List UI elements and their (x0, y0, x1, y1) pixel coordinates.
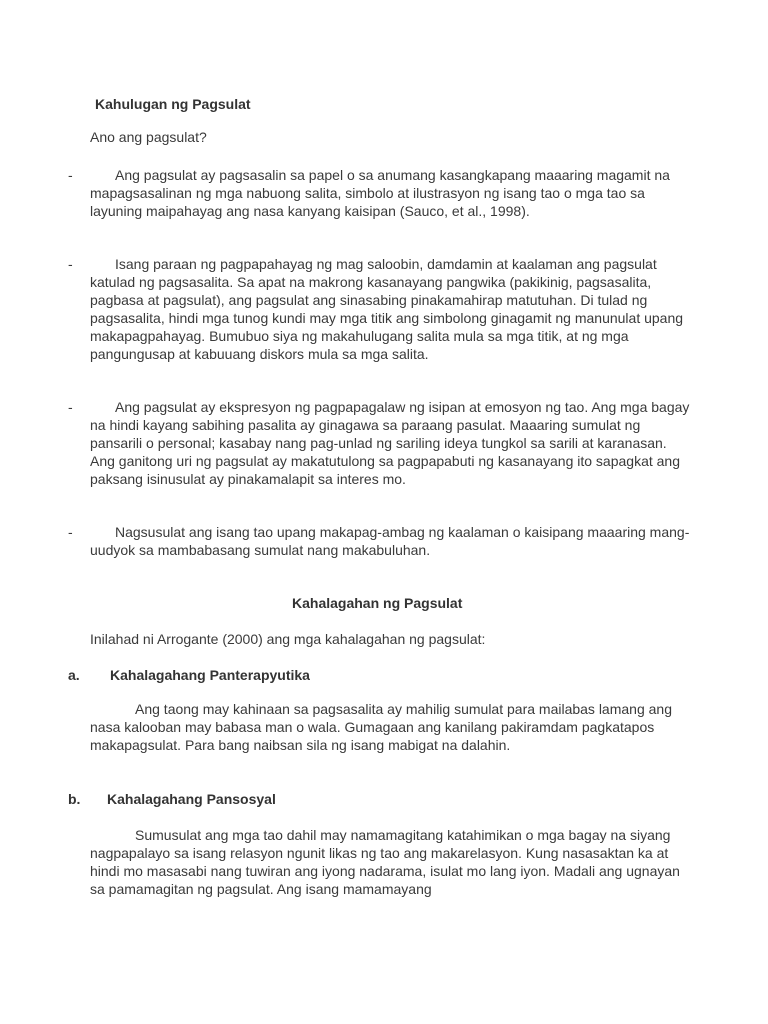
section-letter: b. (68, 791, 81, 807)
question-text: Ano ang pagsulat? (90, 129, 207, 145)
section-paragraph: Sumusulat ang mga tao dahil may namamagitang katahimikan o mga bagay na siyang nagpapalayo sa isang relasyon ngunit likas ng tao ang makarelasyon. Kung nasasaktan ka at hindi mo masasabi nang tuwiran ang iyong nadarama, isulat mo lang iyon. Madali ang ugnayan sa pamamagitan ng pagsulat. Ang isang mamamayang (90, 827, 680, 897)
section-heading: Kahalagahang Pansosyal (107, 791, 276, 807)
bullet-marker: - (68, 256, 73, 272)
bullet-paragraph: Isang paraan ng pagpapahayag ng mag saloobin, damdamin at kaalaman ang pagsulat katulad ng pagsasalita. Sa apat na makrong kasanayang pangwika (pakikinig, pagsasalita, pagbasa at pagsulat), ang pagsulat ang sinasabing pinakamahirap matutuhan. Di tulad ng pagsasalita, hindi mga tunog kundi may mga titik ang simbolong ginagamit ng manunulat upang makapagpahayag. Bumubuo siya ng makahulugang salita mula sa mga titik, at ng mga pangungusap at kabuuang diskors mula sa mga salita. (90, 256, 684, 362)
bullet-paragraph: Ang pagsulat ay ekspresyon ng pagpapagalaw ng isipan at emosyon ng tao. Ang mga bagay na hindi kayang sabihing pasalita ay ginagawa sa paraang pasulat. Maaaring sumulat ng pansarili o personal; kasabay nang pag-unlad ng sariling ideya tungkol sa sarili at karanasan. Ang ganitong uri ng pagsulat ay makatutulong sa pagpapabuti ng kasanayang ito sapagkat ang paksang isinusulat ay pinakamalapit sa interes mo. (90, 399, 690, 487)
intro-text: Inilahad ni Arrogante (2000) ang mga kahalagahan ng pagsulat: (90, 631, 486, 647)
bullet-paragraph: Nagsusulat ang isang tao upang makapag-ambag ng kaalaman o kaisipang maaaring mang-uudyok sa mambabasang sumulat nang makabuluhan. (90, 524, 690, 558)
title-kahulugan: Kahulugan ng Pagsulat (95, 96, 251, 112)
section-heading: Kahalagahang Panterapyutika (110, 667, 310, 683)
bullet-marker: - (68, 524, 73, 540)
bullet-marker: - (68, 167, 73, 183)
title-kahalagahan: Kahalagahan ng Pagsulat (292, 595, 463, 611)
section-letter: a. (68, 667, 80, 683)
bullet-marker: - (68, 399, 73, 415)
section-paragraph: Ang taong may kahinaan sa pagsasalita ay mahilig sumulat para mailabas lamang ang nasa kalooban may babasa man o wala. Gumagaan ang kanilang pakiramdam pagkatapos makapagsulat. Para bang naibsan sila ng isang mabigat na dalahin. (90, 701, 672, 753)
bullet-paragraph: Ang pagsulat ay pagsasalin sa papel o sa anumang kasangkapang maaaring magamit na mapagsasalinan ng mga nabuong salita, simbolo at ilustrasyon ng isang tao o mga tao sa layuning maipahayag ang nasa kanyang kaisipan (Sauco, et al., 1998). (90, 167, 670, 219)
